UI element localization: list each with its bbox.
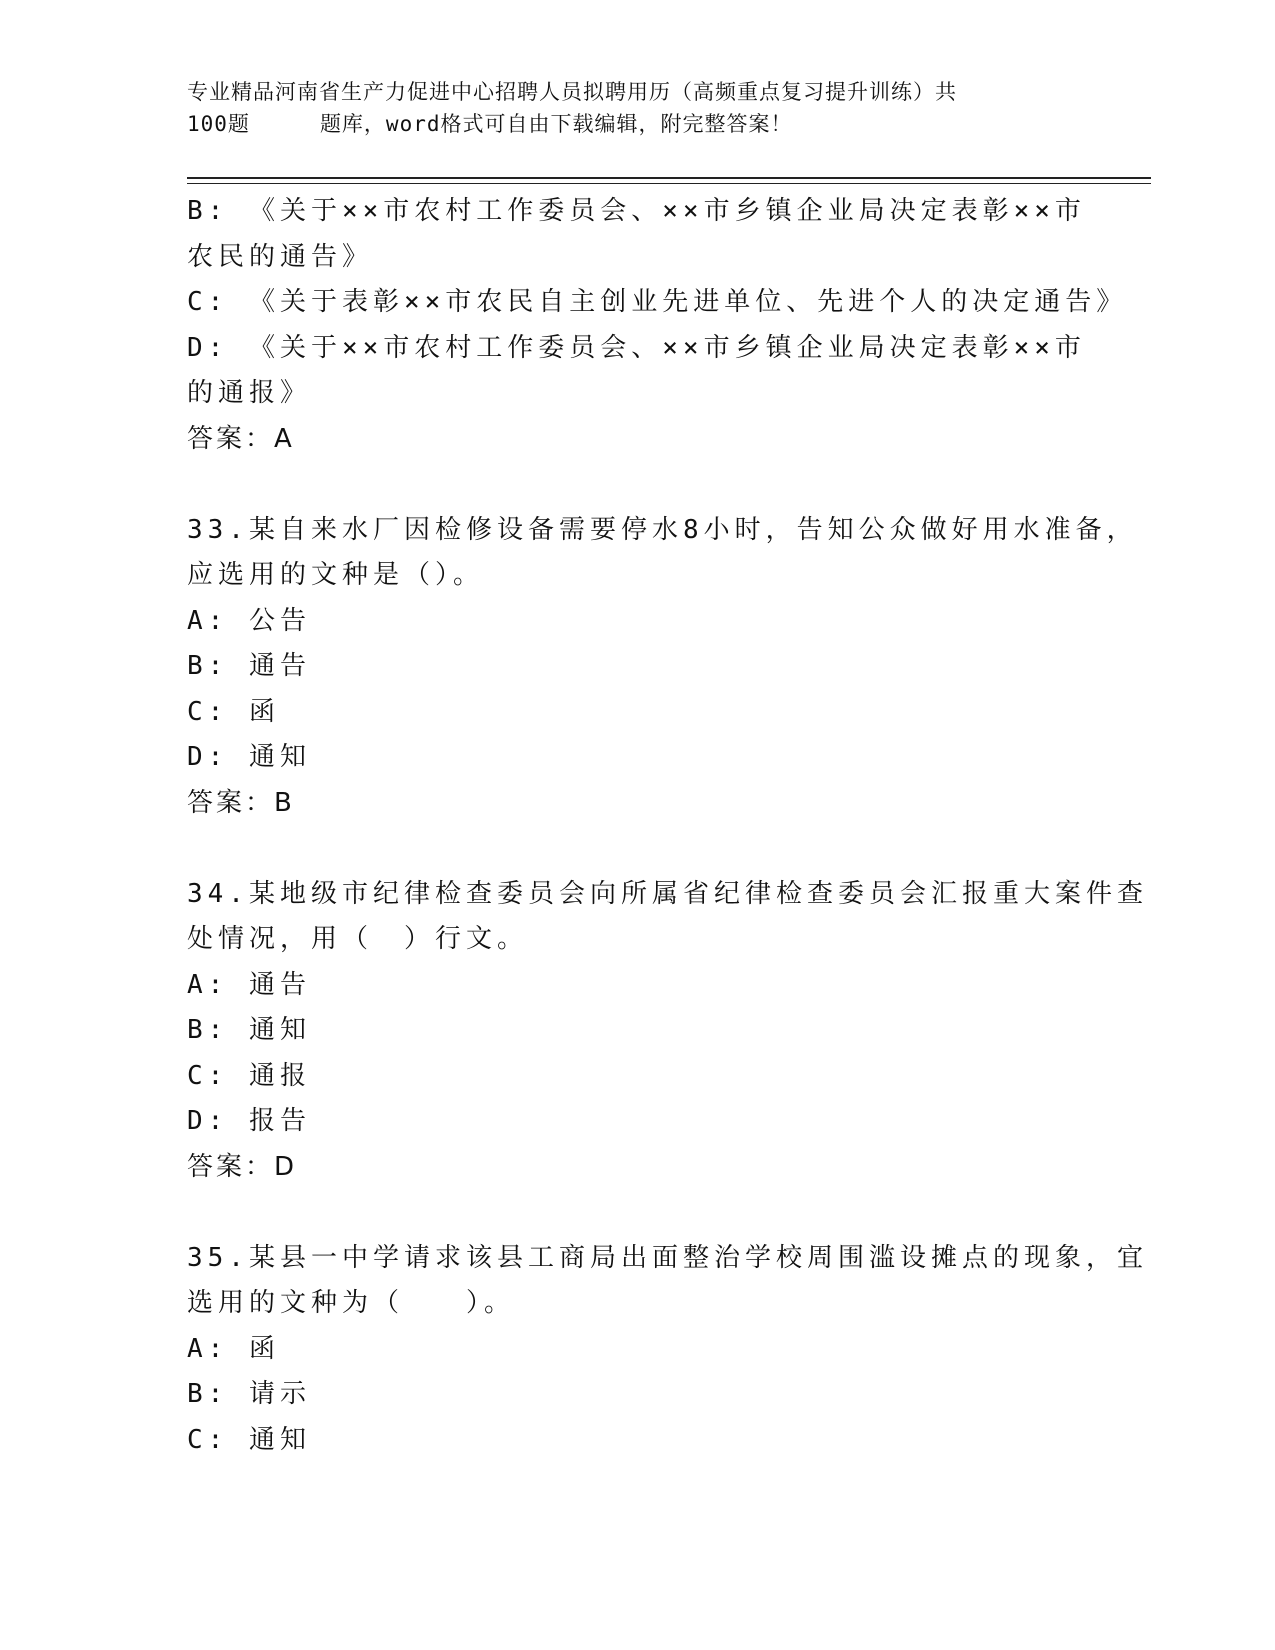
header-line-2 (187, 108, 1067, 140)
option-d: D: 报告 (187, 1106, 311, 1136)
option-c: C: 函 (187, 696, 280, 727)
question-block-previous (187, 189, 1128, 462)
header-divider-thick (187, 177, 1151, 179)
option-d: D: 通知 (187, 742, 311, 772)
option-c: C: 通知 (187, 1424, 311, 1455)
option-b: B: 请示 (187, 1379, 311, 1409)
answer: 答案：B (187, 787, 295, 818)
option-a: A: 公告 (187, 605, 311, 636)
option-c: C: 通报 (187, 1060, 311, 1091)
question-stem-line-2: 选用的文种为（ ）。 (187, 1288, 516, 1318)
question-stem-line-1: 35.某县一中学请求该县工商局出面整治学校周围滥设摊点的现象，宜 (187, 1242, 1148, 1273)
question-stem-line-2: 应选用的文种是（）。 (187, 560, 485, 590)
question-stem-line-2: 处情况，用（ ）行文。 (187, 924, 529, 954)
option-c: C: 《关于表彰××市农民自主创业先进单位、先进个人的决定通告》 (187, 287, 1128, 317)
option-b-line-2: 农民的通告》 (187, 241, 374, 272)
question-stem-line-1: 34.某地级市纪律检查委员会向所属省纪律检查委员会汇报重大案件查 (187, 878, 1148, 909)
option-b-line-1: B: 《关于××市农村工作委员会、××市乡镇企业局决定表彰××市 (187, 196, 1086, 226)
header-question-count: 100题 (187, 112, 250, 136)
option-d-line-1: D: 《关于××市农村工作委员会、××市乡镇企业局决定表彰××市 (187, 332, 1086, 363)
question-block-33 (187, 508, 1138, 827)
header-divider-thin (187, 183, 1151, 184)
page-header (187, 76, 1067, 140)
option-b: B: 通知 (187, 1015, 311, 1045)
header-description: 题库，word格式可自由下载编辑，附完整答案！ (319, 112, 793, 136)
option-b: B: 通告 (187, 651, 311, 681)
question-block-34 (187, 872, 1148, 1191)
question-stem-line-1: 33.某自来水厂因检修设备需要停水8小时，告知公众做好用水准备， (187, 514, 1138, 545)
answer: 答案：A (187, 423, 295, 454)
header-line-1: 专业精品河南省生产力促进中心招聘人员拟聘用历（高频重点复习提升训练）共 (187, 80, 957, 104)
question-block-35 (187, 1236, 1148, 1464)
option-d-line-2: 的通报》 (187, 378, 312, 408)
question-list (187, 189, 1148, 1463)
answer: 答案：D (187, 1151, 298, 1182)
option-a: A: 通告 (187, 969, 311, 1000)
option-a: A: 函 (187, 1333, 280, 1364)
